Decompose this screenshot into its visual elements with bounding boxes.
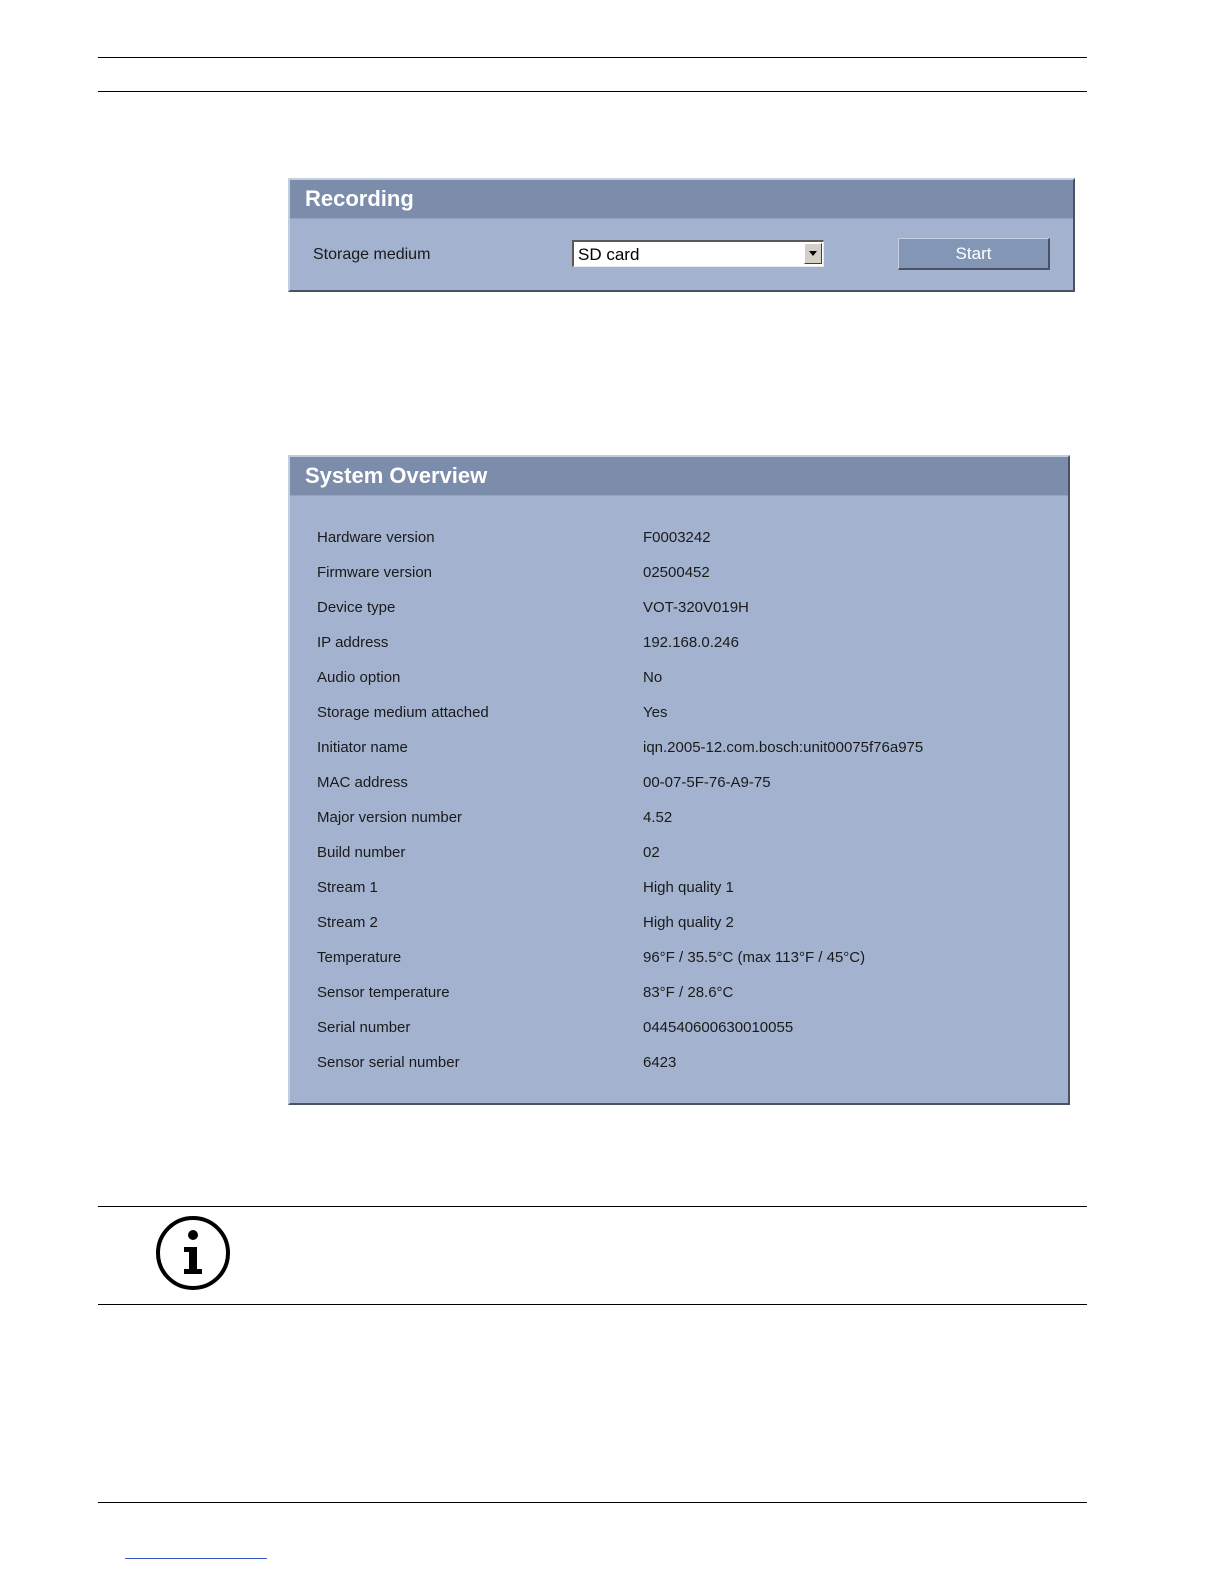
overview-value: 02500452 xyxy=(643,564,710,581)
overview-key: Sensor serial number xyxy=(317,1054,460,1071)
overview-key: Audio option xyxy=(317,669,401,686)
overview-row xyxy=(317,1054,1017,1089)
overview-value: 192.168.0.246 xyxy=(643,634,739,651)
start-button[interactable]: Start xyxy=(898,238,1050,270)
overview-row xyxy=(317,634,1017,669)
overview-value: 044540600630010055 xyxy=(643,1019,794,1036)
overview-key: Build number xyxy=(317,844,406,861)
system-overview-panel xyxy=(288,455,1070,1105)
overview-value: 83°F / 28.6°C xyxy=(643,984,734,1001)
footer-rule xyxy=(98,1502,1087,1503)
header-rule-bottom xyxy=(98,91,1087,92)
overview-value: Yes xyxy=(643,704,668,721)
overview-value: High quality 1 xyxy=(643,879,734,896)
overview-value: VOT-320V019H xyxy=(643,599,749,616)
overview-row xyxy=(317,774,1017,809)
recording-title: Recording xyxy=(290,180,1073,219)
overview-key: Stream 2 xyxy=(317,914,378,931)
overview-row xyxy=(317,529,1017,564)
overview-row xyxy=(317,564,1017,599)
overview-value: 96°F / 35.5°C (max 113°F / 45°C) xyxy=(643,949,866,966)
overview-key: Initiator name xyxy=(317,739,408,756)
overview-key: MAC address xyxy=(317,774,408,791)
storage-medium-value: SD card xyxy=(578,245,640,264)
system-overview-rows xyxy=(317,529,1017,1089)
overview-row xyxy=(317,984,1017,1019)
note-rule-top xyxy=(98,1206,1087,1207)
info-icon xyxy=(155,1215,231,1291)
overview-row xyxy=(317,949,1017,984)
overview-row xyxy=(317,914,1017,949)
note-rule-bottom xyxy=(98,1304,1087,1305)
recording-panel xyxy=(288,178,1075,292)
overview-key: Firmware version xyxy=(317,564,433,581)
storage-medium-label: Storage medium xyxy=(313,246,431,263)
overview-row xyxy=(317,739,1017,774)
overview-row xyxy=(317,1019,1017,1054)
overview-key: Device type xyxy=(317,599,396,616)
overview-row xyxy=(317,599,1017,634)
storage-medium-select[interactable] xyxy=(572,240,824,267)
overview-key: Serial number xyxy=(317,1019,411,1036)
footer-link-underline xyxy=(125,1558,267,1559)
overview-key: Hardware version xyxy=(317,529,435,546)
overview-row xyxy=(317,669,1017,704)
chevron-down-icon[interactable] xyxy=(804,243,822,264)
overview-value: No xyxy=(643,669,663,686)
overview-key: Stream 1 xyxy=(317,879,378,896)
overview-key: Major version number xyxy=(317,809,463,826)
overview-value: 00-07-5F-76-A9-75 xyxy=(643,774,771,791)
overview-key: IP address xyxy=(317,634,389,651)
overview-row xyxy=(317,809,1017,844)
overview-value: iqn.2005-12.com.bosch:unit00075f76a975 xyxy=(643,739,924,756)
overview-key: Sensor temperature xyxy=(317,984,450,1001)
overview-value: 6423 xyxy=(643,1054,677,1071)
overview-row xyxy=(317,844,1017,879)
overview-value: 4.52 xyxy=(643,809,673,826)
overview-value: F0003242 xyxy=(643,529,711,546)
overview-key: Temperature xyxy=(317,949,402,966)
overview-row xyxy=(317,879,1017,914)
overview-key: Storage medium attached xyxy=(317,704,489,721)
overview-row xyxy=(317,704,1017,739)
overview-value: 02 xyxy=(643,844,660,861)
overview-value: High quality 2 xyxy=(643,914,734,931)
system-overview-title: System Overview xyxy=(290,457,1068,496)
header-rule-top xyxy=(98,57,1087,58)
